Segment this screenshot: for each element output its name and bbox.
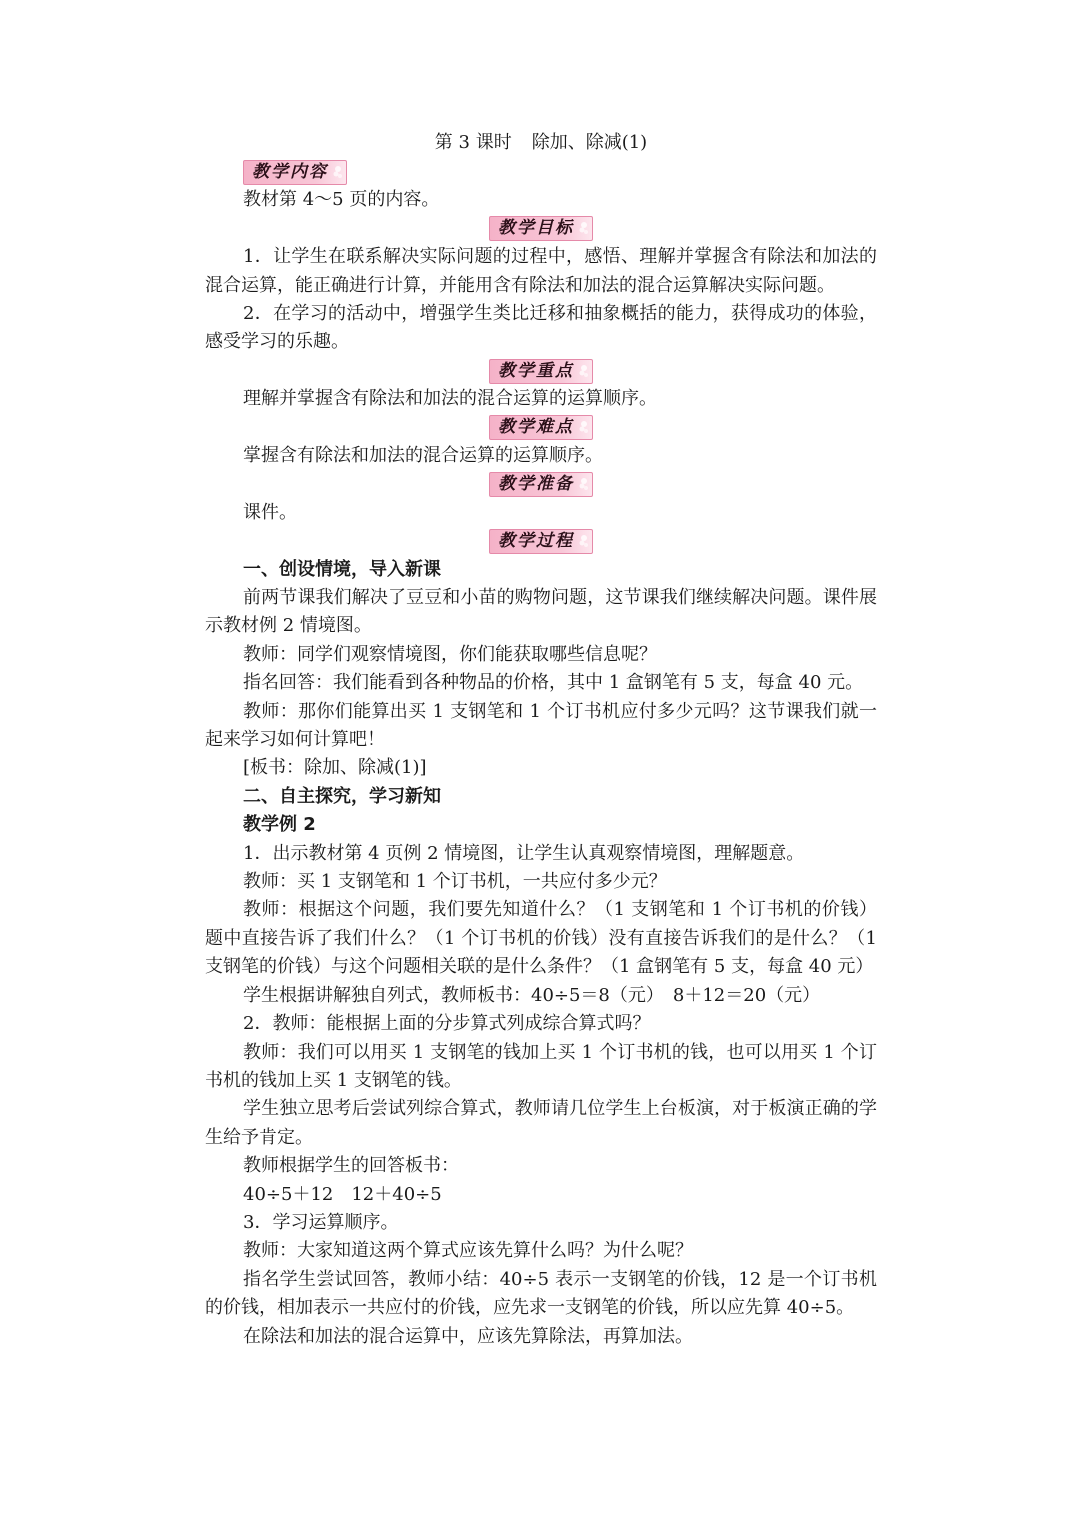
paragraph: 学生独立思考后尝试列综合算式，教师请几位学生上台板演，对于板演正确的学生给予肯定。 <box>205 1098 877 1148</box>
banner-row-goals <box>205 215 877 243</box>
lesson-plan <box>205 128 877 1351</box>
paragraph: 在除法和加法的混合运算中，应该先算除法，再算加法。 <box>243 1325 693 1347</box>
paragraph: 教师：根据这个问题，我们要先知道什么？（1 支钢笔和 1 个订书机的价钱）题中直接告诉了我们什么？（1 个订书机的价钱）没有直接告诉我们的是什么？（1 支钢笔的价钱）与这个问题相关联的是什么条件？（1 盒钢笔有 5 支，每盒 40 元） <box>205 899 877 978</box>
paragraph: 2．教师：能根据上面的分步算式列成综合算式吗？ <box>243 1013 651 1035</box>
lesson-topic: 除加、除减(1) <box>531 132 648 153</box>
paragraph: 教师：我们可以用买 1 支钢笔的钱加上买 1 个订书机的钱，也可以用买 1 个订书机的钱加上买 1 支钢笔的钱。 <box>205 1041 877 1091</box>
blackboard-note: [板书：除加、除减(1)] <box>243 757 427 779</box>
paragraph: 教师：同学们观察情境图，你们能获取哪些信息呢？ <box>243 643 657 665</box>
banner-teaching-prep: 教学准备 <box>489 472 593 497</box>
banner-teaching-goals: 教学目标 <box>489 216 593 241</box>
banner-teaching-process: 教学过程 <box>489 529 593 554</box>
flower-icon <box>578 220 590 236</box>
flower-icon <box>578 419 590 435</box>
lesson-title <box>205 128 877 158</box>
section-1-heading: 一、创设情境，导入新课 <box>243 558 441 580</box>
banner-row-difficulty <box>205 414 877 442</box>
banner-row-content <box>205 158 877 186</box>
key-text: 理解并掌握含有除法和加法的混合运算的运算顺序。 <box>243 388 657 410</box>
paragraph: 教师根据学生的回答板书： <box>243 1155 459 1177</box>
paragraph: 3．学习运算顺序。 <box>243 1211 399 1233</box>
banner-teaching-key: 教学重点 <box>489 359 593 384</box>
paragraph: 指名学生尝试回答，教师小结：40÷5 表示一支钢笔的价钱，12 是一个订书机的价钱，相加表示一共应付的价钱，应先求一支钢笔的价钱，所以应先算 40÷5。 <box>205 1268 877 1319</box>
content-text: 教材第 4～5 页的内容。 <box>243 189 440 211</box>
goal-1: 1．让学生在联系解决实际问题的过程中，感悟、理解并掌握含有除法和加法的混合运算，能正确进行计算，并能用含有除法和加法的混合运算解决实际问题。 <box>205 246 877 296</box>
paragraph: 指名回答：我们能看到各种物品的价格，其中 1 盒钢笔有 5 支，每盒 40 元。 <box>243 672 864 694</box>
paragraph: 1．出示教材第 4 页例 2 情境图，让学生认真观察情境图，理解题意。 <box>243 842 805 864</box>
banner-teaching-content: 教学内容 <box>243 160 347 185</box>
paragraph: 教师：买 1 支钢笔和 1 个订书机，一共应付多少元？ <box>243 871 667 893</box>
paragraph: 前两节课我们解决了豆豆和小苗的购物问题，这节课我们继续解决问题。课件展示教材例 2 情境图。 <box>205 587 877 637</box>
section-2-heading: 二、自主探究，学习新知 <box>243 785 441 807</box>
banner-row-key <box>205 357 877 385</box>
banner-row-prep <box>205 470 877 498</box>
lesson-number: 第 3 课时 <box>434 132 512 153</box>
flower-icon <box>578 363 590 379</box>
prep-text: 课件。 <box>243 501 297 523</box>
banner-teaching-difficulty: 教学难点 <box>489 415 593 440</box>
paragraph: 教师：大家知道这两个算式应该先算什么吗？为什么呢？ <box>243 1240 693 1262</box>
paragraph: 学生根据讲解独自列式，教师板书：40÷5＝8（元） 8＋12＝20（元） <box>243 984 821 1006</box>
flower-icon <box>578 533 590 549</box>
difficulty-text: 掌握含有除法和加法的混合运算的运算顺序。 <box>243 445 603 466</box>
paragraph: 教师：那你们能算出买 1 支钢笔和 1 个订书机应付多少元吗？这节课我们就一起来学习如何计算吧！ <box>205 700 877 751</box>
flower-icon <box>332 164 344 180</box>
flower-icon <box>578 476 590 492</box>
formula: 40÷5＋12 12＋40÷5 <box>243 1183 442 1205</box>
example-heading: 教学例 2 <box>243 814 316 836</box>
banner-row-process <box>205 527 877 555</box>
goal-2: 2．在学习的活动中，增强学生类比迁移和抽象概括的能力，获得成功的体验，感受学习的乐趣。 <box>205 303 877 353</box>
